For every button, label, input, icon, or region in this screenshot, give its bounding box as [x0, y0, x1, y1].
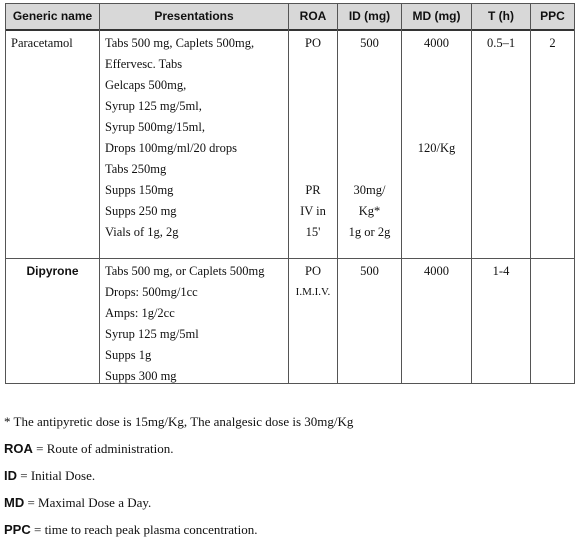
roa-definition — [4, 435, 353, 462]
presentation-line: Supps 150mg — [105, 183, 174, 197]
id-line: 30mg/ — [353, 183, 386, 197]
id-paracetamol-other — [338, 180, 401, 243]
presentations-dipyrone — [105, 261, 265, 387]
presentation-line: Tabs 250mg — [105, 162, 167, 176]
id-line: 1g or 2g — [348, 225, 391, 239]
presentation-line: Supps 250 mg — [105, 204, 177, 218]
column-divider — [401, 4, 402, 383]
drug-table — [5, 3, 575, 384]
id-definition — [4, 462, 353, 489]
presentation-line: Gelcaps 500mg, — [105, 78, 187, 92]
roa-def-text: = Route of administration. — [32, 441, 174, 456]
presentation-line: Supps 300 mg — [105, 369, 177, 383]
roa-line: PO — [305, 264, 321, 278]
presentation-line: Syrup 125 mg/5ml, — [105, 99, 202, 113]
presentation-line: Effervesc. Tabs — [105, 57, 183, 71]
header-ppc: PPC — [540, 9, 565, 23]
presentation-line: Supps 1g — [105, 348, 152, 362]
id-paracetamol: 500 — [360, 36, 379, 50]
antipyretic-footnote: * The antipyretic dose is 15mg/Kg, The analgesic dose is 30mg/Kg — [4, 414, 354, 429]
ppc-def-text: = time to reach peak plasma concentration. — [30, 522, 258, 537]
header-roa: ROA — [299, 9, 327, 23]
header-md: MD (mg) — [412, 9, 461, 23]
presentation-line: Syrup 125 mg/5ml — [105, 327, 199, 341]
header-id: ID (mg) — [348, 9, 391, 23]
md-paracetamol: 4000 — [424, 36, 449, 50]
presentation-line: Syrup 500mg/15ml, — [105, 120, 206, 134]
roa-line: I.M.I.V. — [295, 286, 331, 298]
roa-paracetamol-other — [289, 180, 337, 243]
presentation-line: Vials of 1g, 2g — [105, 225, 179, 239]
id-line: Kg* — [358, 204, 381, 218]
column-divider — [471, 4, 472, 383]
presentation-line: Tabs 500 mg, Caplets 500mg, — [105, 36, 255, 50]
id-def-text: = Initial Dose. — [17, 468, 96, 483]
md-paracetamol-per-kg: 120/Kg — [417, 141, 456, 155]
table-notes — [4, 408, 353, 543]
presentation-line: Amps: 1g/2cc — [105, 306, 175, 320]
t-paracetamol: 0.5–1 — [486, 36, 516, 50]
column-divider — [99, 4, 100, 383]
roa-line: IV in — [300, 204, 326, 218]
ppc-paracetamol: 2 — [549, 36, 556, 50]
presentation-line: Drops: 500mg/1cc — [105, 285, 198, 299]
drug-name-paracetamol: Paracetamol — [11, 36, 73, 50]
md-definition — [4, 489, 353, 516]
roa-paracetamol-po: PO — [305, 36, 321, 50]
row-divider — [6, 258, 574, 259]
md-term: MD — [4, 495, 25, 510]
drug-name-dipyrone: Dipyrone — [26, 264, 79, 278]
table-header-row — [6, 4, 574, 31]
header-t: T (h) — [488, 9, 514, 23]
roa-dipyrone — [289, 261, 337, 303]
header-presentations: Presentations — [154, 9, 234, 23]
header-generic-name: Generic name — [12, 9, 93, 23]
id-dipyrone: 500 — [360, 264, 379, 278]
presentations-paracetamol — [105, 33, 254, 243]
md-def-text: = Maximal Dose a Day. — [24, 495, 152, 510]
roa-line: 15' — [305, 225, 321, 239]
column-divider — [530, 4, 531, 383]
id-term: ID — [4, 468, 17, 483]
roa-term: ROA — [4, 441, 33, 456]
ppc-definition — [4, 516, 353, 543]
presentation-line: Tabs 500 mg, or Caplets 500mg — [105, 264, 265, 278]
roa-line: PR — [305, 183, 321, 197]
md-dipyrone: 4000 — [424, 264, 449, 278]
presentation-line: Drops 100mg/ml/20 drops — [105, 141, 237, 155]
ppc-term: PPC — [4, 522, 31, 537]
t-dipyrone: 1-4 — [492, 264, 510, 278]
